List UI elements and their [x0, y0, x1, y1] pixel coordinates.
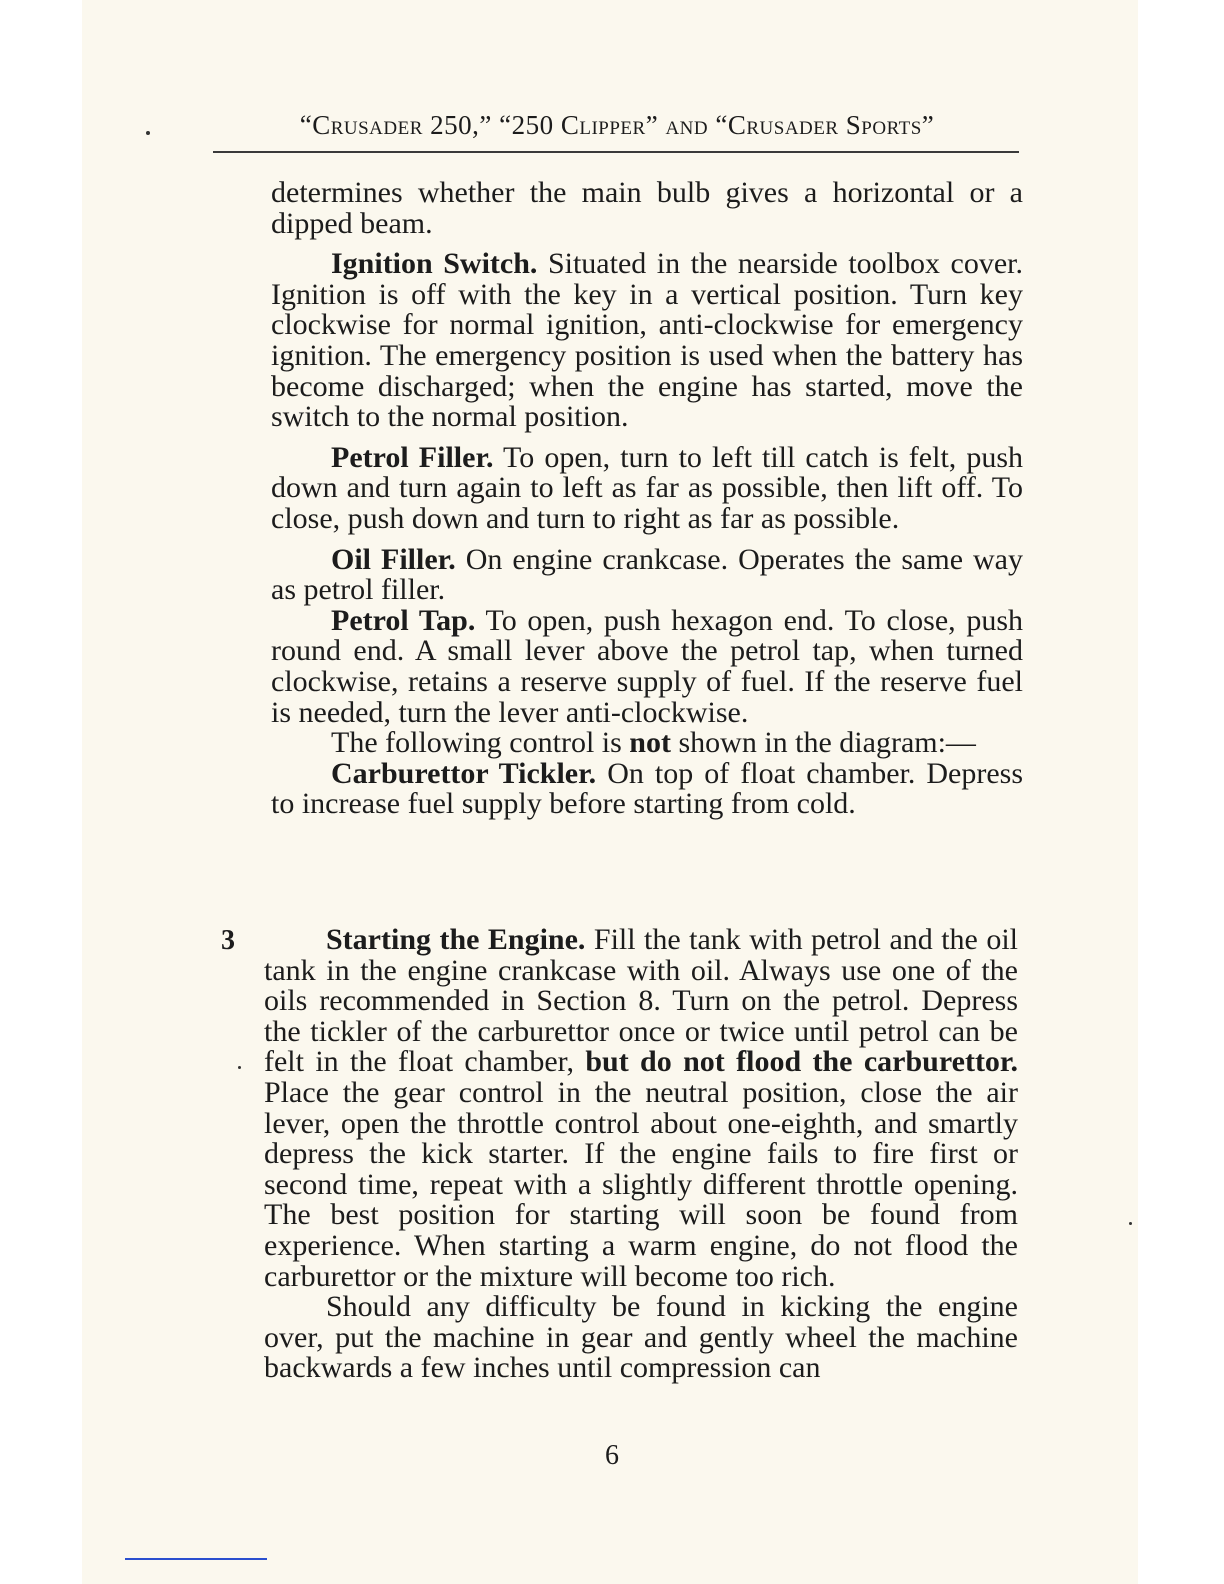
header-rule: [213, 151, 1019, 153]
heading-carburettor-tickler: Carburettor Tickler.: [331, 756, 597, 790]
paragraph-dipped-beam: determines whether the main bulb gives a horizontal or a dipped beam.: [271, 176, 1023, 240]
running-header: “Crusader 250,” “250 Clipper” and “Crusader Sports”: [299, 110, 935, 140]
heading-starting-engine: Starting the Engine.: [326, 923, 586, 956]
paragraph-oil-filler: Oil Filler. On engine crankcase. Operates the same way as petrol filler.: [271, 542, 1023, 607]
speck-mark: [238, 1066, 241, 1069]
paragraph-following-control: The following control is not shown in the diagram:—: [331, 726, 976, 760]
heading-ignition-switch: Ignition Switch.: [331, 247, 538, 281]
paragraph-petrol-filler: Petrol Filler. To open, turn to left till catch is felt, push down and turn again to left as far as possible, then lift off. To close, push down and turn to right as far as possible.: [271, 440, 1024, 535]
page-number: 6: [605, 1440, 619, 1471]
paragraph-starting-engine: Starting the Engine. Fill the tank with petrol and the oil tank in the engine crankcase with oil. Always use one of the oils recommended in Section 8. Turn on the petrol. Depress the tickler of the carburettor once or twice until petrol can be felt in the float chamber, but do not flood the carburettor. Place the gear control in the neutral position, close the air lever, open the throttle control about one-eighth, and smartly depress the kick starter. If the engine fails to fire first or second time, repeat with a slightly different throttle opening. The best position for starting will soon be found from experience. When starting a warm engine, do not flood the carburettor or the mixture will become too rich.: [264, 923, 1018, 1293]
speck-mark: [146, 131, 150, 135]
heading-oil-filler: Oil Filler.: [331, 542, 456, 576]
paragraph-petrol-tap: Petrol Tap. To open, push hexagon end. To close, push round end. A small lever above the petrol tap, when turned clockwise, retains a reserve supply of fuel. If the reserve fuel is needed, turn the lever anti-clockwise.: [271, 603, 1024, 729]
heading-petrol-tap: Petrol Tap.: [331, 603, 476, 637]
paragraph-kicking-difficulty: Should any difficulty be found in kicking the engine over, put the machine in gear and gently wheel the machine backwards a few inches until compression can: [264, 1290, 1018, 1385]
speck-mark: [1129, 1222, 1132, 1225]
section-number: 3: [221, 925, 235, 956]
paragraph-ignition-switch: Ignition Switch. Situated in the nearside toolbox cover. Ignition is off with the key in a vertical position. Turn key clockwise for normal ignition, anti-clockwise for emergency ignition. The emergency position is used when the battery has become discharged; when the engine has started, move the switch to the normal position.: [271, 247, 1023, 434]
paragraph-carburettor-tickler: Carburettor Tickler. On top of float chamber. Depress to increase fuel supply before starting from cold.: [271, 756, 1023, 821]
body-text-top: [271, 178, 1023, 820]
heading-petrol-filler: Petrol Filler.: [331, 440, 494, 474]
body-text-section-3: [264, 925, 1018, 1384]
scan-edge-line: [125, 1558, 267, 1560]
